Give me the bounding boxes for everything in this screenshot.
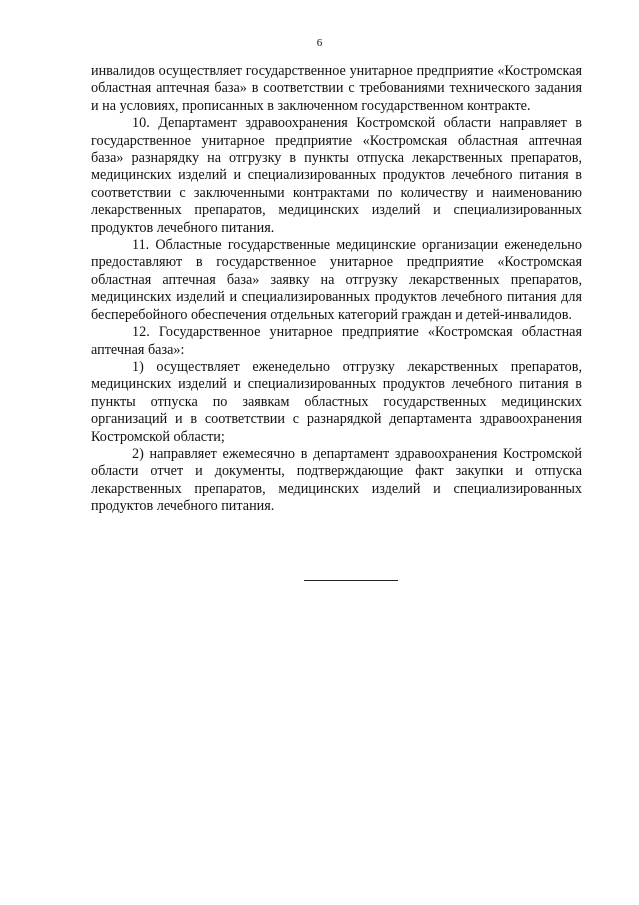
paragraph-item-12: 12. Государственное унитарное предприятие «Костромская областная аптечная база»: [91,324,582,358]
paragraph-subitem-1: 1) осуществляет еженедельно отгрузку лекарственных препаратов, медицинских изделий и специализированных продуктов лечебного питания в пункты отпуска по заявкам областных государственных медицинских организаций и в соответствии с разнарядкой департамента здравоохранения Костромской области; [91,358,582,445]
paragraph-continuation: инвалидов осуществляет государственное унитарное предприятие «Костромская областная аптечная база» в соответствии с требованиями технического задания и на условиях, прописанных в заключенном государственном контракте. [91,63,582,114]
document-body [91,63,582,516]
paragraph-item-11: 11. Областные государственные медицинские организации еженедельно предоставляют в государственное унитарное предприятие «Костромская областная аптечная база» заявку на отгрузку лекарственных препаратов, медицинских изделий и специализированных продуктов лечебного питания для бесперебойного обеспечения отдельных категорий граждан и детей-инвалидов. [91,237,582,323]
paragraph-item-10: 10. Департамент здравоохранения Костромской области направляет в государственное унитарное предприятие «Костромская областная аптечная база» разнарядку на отгрузку в пункты отпуска лекарственных препаратов, медицинских изделий и специализированных продуктов лечебного питания в соответствии с заключенными контрактами по количеству и наименованию лекарственных препаратов, медицинских изделий и специализированных продуктов лечебного питания. [91,115,582,236]
page-number: 6 [316,37,323,49]
end-separator-line [304,580,398,581]
paragraph-subitem-2: 2) направляет ежемесячно в департамент здравоохранения Костромской области отчет и документы, подтверждающие факт закупки и отпуска лекарственных препаратов, медицинских изделий и специализированных продуктов лечебного питания. [91,445,582,515]
